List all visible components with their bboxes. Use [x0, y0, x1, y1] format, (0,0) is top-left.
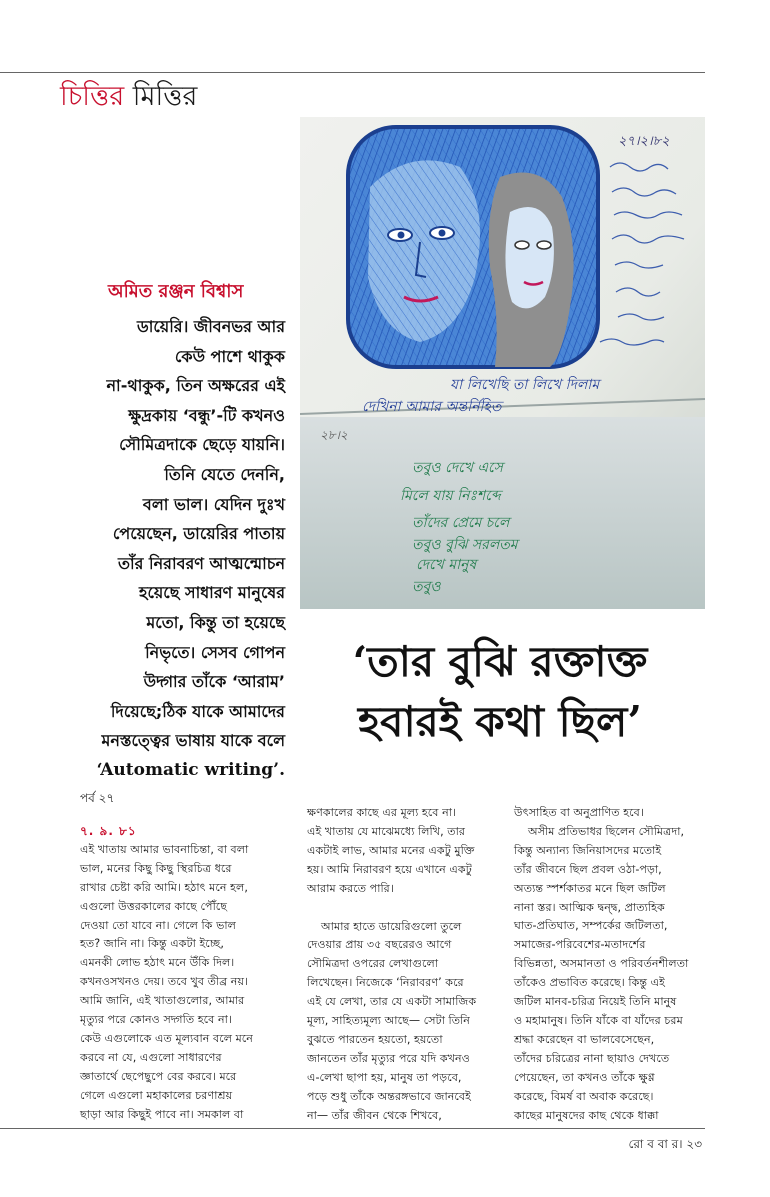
intro-line: উদ্গার তাঁকে ‘আরাম’	[143, 672, 285, 692]
body-line: সৌমিত্রদা ওপরের লেখাগুলো	[307, 957, 439, 971]
body-line: জ্ঞাতার্থে ছেপেছুপে বের করবে। মরে	[80, 1069, 237, 1083]
body-line: এ-লেখা ছাপা হয়, মানুষ তা পড়বে,	[307, 1070, 462, 1084]
body-line: দেওয়া তো যাবে না। গেলে কি ভাল	[80, 918, 236, 932]
intro-line: নিভৃতে। সেসব গোপন	[145, 642, 285, 662]
author-byline: অমিত রঞ্জন বিশ্বাস	[108, 281, 244, 302]
body-column-1	[80, 822, 285, 1125]
intro-line: কেউ পাশে থাকুক	[174, 346, 285, 366]
body-line: করবে না যে, এগুলো সাধারণের	[80, 1050, 222, 1064]
body-line: জানতেন তাঁর মৃত্যুর পরে যদি কখনও	[307, 1051, 470, 1065]
handwriting-green-3: তাঁদের প্রেমে চলে	[412, 515, 510, 531]
body-line: অত্যন্ত স্পর্শকাতর মনে ছিল জটিল	[514, 881, 666, 895]
body-line: ভাল, মনের কিছু কিছু স্থিরচিত্র ধরে	[80, 861, 232, 875]
section-title-black: মিত্তির	[132, 81, 198, 112]
body-line: কিন্তু অন্যান্য জিনিয়াসদের মতোই	[514, 843, 662, 857]
body-line: ছাড়া আর কিছুই পাবে না। সমকাল বা	[80, 1107, 244, 1121]
body-line: উৎসাহিত বা অনুপ্রাণিত হবে।	[514, 806, 644, 819]
body-line: এই যে লেখা, তার যে একটা সামাজিক	[307, 995, 477, 1009]
headline	[300, 632, 700, 752]
body-line: এই খাতায় আমার ভাবনাচিন্তা, বা বলা	[80, 842, 249, 856]
body-line: এগুলো উত্তরকালের কাছে পৌঁছে	[80, 899, 228, 913]
body-line: বিভিন্নতা, অসমানতা ও পরিবর্তনশীলতা	[514, 957, 689, 971]
body-line: পেয়েছেন, তা কখনও তাঁকে ক্ষুণ্ণ	[514, 1070, 655, 1084]
body-line: মূল্য, সাহিত্যমূল্য আছে— সেটা তিনি	[307, 1014, 470, 1028]
body-line: কেউ এগুলোকে এত মূল্যবান বলে মনে	[80, 1031, 253, 1045]
headline-line-2: হবারই কথা ছিল’	[358, 697, 642, 746]
intro-last-line: ‘Automatic writing’.	[96, 759, 285, 780]
body-line: গেলে এগুলো মহাকালের চরণাশ্রয়	[80, 1088, 233, 1102]
section-title	[60, 80, 197, 114]
intro-line: মনস্তত্ত্বের ভাষায় যাকে বলে	[101, 731, 285, 751]
episode-label: পর্ব ২৭	[80, 791, 115, 805]
intro-line: ক্ষুদ্রকায় ‘বন্ধু’-টি কখনও	[128, 405, 285, 425]
body-column-2	[307, 804, 512, 1126]
handwriting-date-1: ২৭।২।৮২	[618, 134, 670, 149]
body-line: আমার হাতে ডায়েরিগুলো তুলে	[321, 919, 462, 933]
intro-line: দিয়েছে;ঠিক যাকে আমাদের	[110, 701, 285, 721]
diary-photo	[300, 117, 705, 609]
page-folio: রো ব বা র। ২৩	[628, 1137, 702, 1151]
intro-line: সৌমিত্রদাকে ছেড়ে যায়নি।	[119, 435, 285, 455]
intro-line: পেয়েছেন, ডায়েরির পাতায়	[112, 524, 285, 544]
handwriting-green-1: তবুও দেখে এসে	[412, 460, 503, 476]
body-line: রাখার চেষ্টা করি আমি। হঠাৎ মনে হল,	[80, 880, 248, 894]
body-line: এমনকী লোভ হঠাৎ মনে উঁকি দিল।	[80, 956, 235, 970]
body-column-3	[514, 804, 719, 1125]
body-line: তাঁর জীবনে ছিল প্রবল ওঠা-পড়া,	[514, 862, 662, 876]
body-line: তাঁকেও প্রভাবিত করেছে। কিন্তু এই	[514, 976, 665, 990]
bottom-rule	[0, 1128, 705, 1129]
body-line: ও মহামানুষ। তিনি যাঁকে বা যাঁদের চরম	[514, 1013, 683, 1027]
body-line: পড়ে শুধু তাঁকে অন্তরঙ্গভাবে জানবেই	[307, 1089, 471, 1103]
body-line: একটাই লাভ, আমার মনের একটু মুক্তি	[307, 843, 475, 857]
headline-line-1: ‘তার বুঝি রক্তাক্ত	[352, 637, 648, 686]
body-line: মৃত্যুর পরে কোনও সদ্গতি হবে না।	[80, 1013, 232, 1027]
intro-line: হয়েছে সাধারণ মানুষের	[139, 583, 285, 603]
handwriting-line-1: যা লিখেছি তা লিখে দিলাম	[450, 377, 600, 393]
handwriting-green-5: দেখে মানুষ	[416, 557, 477, 573]
intro-text	[55, 312, 285, 786]
body-line: কাছের মানুষদের কাছ থেকে ধাক্কা	[514, 1108, 659, 1122]
body-line: না— তাঁর জীবন থেকে শিখবে,	[307, 1108, 442, 1122]
body-line: আমি জানি, এই খাতাগুলোর, আমার	[80, 994, 245, 1008]
body-line: হত? জানি না। কিন্তু একটা ইচ্ছে,	[80, 937, 224, 951]
body-line: লিখেছেন। নিজেকে ‘নিরাবরণ’ করে	[307, 976, 464, 990]
section-title-red: চিত্তির	[60, 81, 125, 112]
body-line: অসীম প্রতিভাধর ছিলেন সৌমিত্রদা,	[528, 824, 685, 838]
body-line: কখনওসখনও দেয়। তবে খুব তীব্র নয়।	[80, 975, 249, 989]
handwriting-line-2: দেখিনা আমার অন্তর্নিহিত	[362, 399, 502, 415]
body-line: আরাম করতে পারি।	[307, 881, 394, 895]
diary-date: ৭. ৯. ৮১	[80, 824, 137, 838]
body-line: তাঁদের চরিত্রের নানা ছায়াও দেখতে	[514, 1051, 670, 1065]
body-line: হয়। আমি নিরাবরণ হয়ে এখানে একটু	[307, 862, 472, 876]
body-line: করেছে, বিমর্ষ বা অবাক করেছে।	[514, 1089, 654, 1103]
diary-sketch-photo	[300, 117, 705, 609]
handwriting-green-4: তবুও বুঝি সরলতম	[412, 537, 518, 553]
handwriting-date-2: ২৮।২	[320, 428, 348, 442]
handwriting-green-2: মিলে যায় নিঃশব্দে	[400, 488, 501, 504]
body-line: বুঝতে পারতেন হয়তো, হয়তো	[307, 1032, 443, 1046]
intro-line: মতো, কিন্তু তা হয়েছে	[146, 612, 285, 632]
body-line: ঘাত-প্রতিঘাত, সম্পর্কের জটিলতা,	[514, 919, 668, 933]
top-rule	[0, 72, 705, 73]
body-line: জটিল মানব-চরিত্র নিয়েই তিনি মানুষ	[514, 995, 677, 1009]
body-line: সমাজের-পরিবেশের-মতাদর্শের	[514, 938, 646, 952]
body-line: দেওয়ার প্রায় ৩৫ বছরেরও আগে	[307, 938, 452, 952]
body-line: ক্ষণকালের কাছে এর মূল্য হবে না।	[307, 806, 456, 819]
body-line: শ্রদ্ধা করেছেন বা ভালবেসেছেন,	[514, 1032, 655, 1046]
intro-line: না-থাকুক, তিন অক্ষরের এই	[106, 376, 285, 396]
intro-line: তাঁর নিরাবরণ আত্মন্মোচন	[118, 553, 285, 573]
intro-line: বলা ভাল। যেদিন দুঃখ	[142, 494, 285, 514]
body-line: এই খাতায় যে মাঝেমধ্যে লিখি, তার	[307, 824, 465, 838]
body-line: নানা স্তর। আত্মিক দ্বন্দ্ব, প্রাত্যহিক	[514, 900, 665, 914]
handwriting-green-6: তবুও	[412, 579, 441, 595]
intro-line: তিনি যেতে দেননি,	[164, 464, 285, 484]
intro-line: ডায়েরি। জীবনভর আর	[136, 317, 285, 336]
